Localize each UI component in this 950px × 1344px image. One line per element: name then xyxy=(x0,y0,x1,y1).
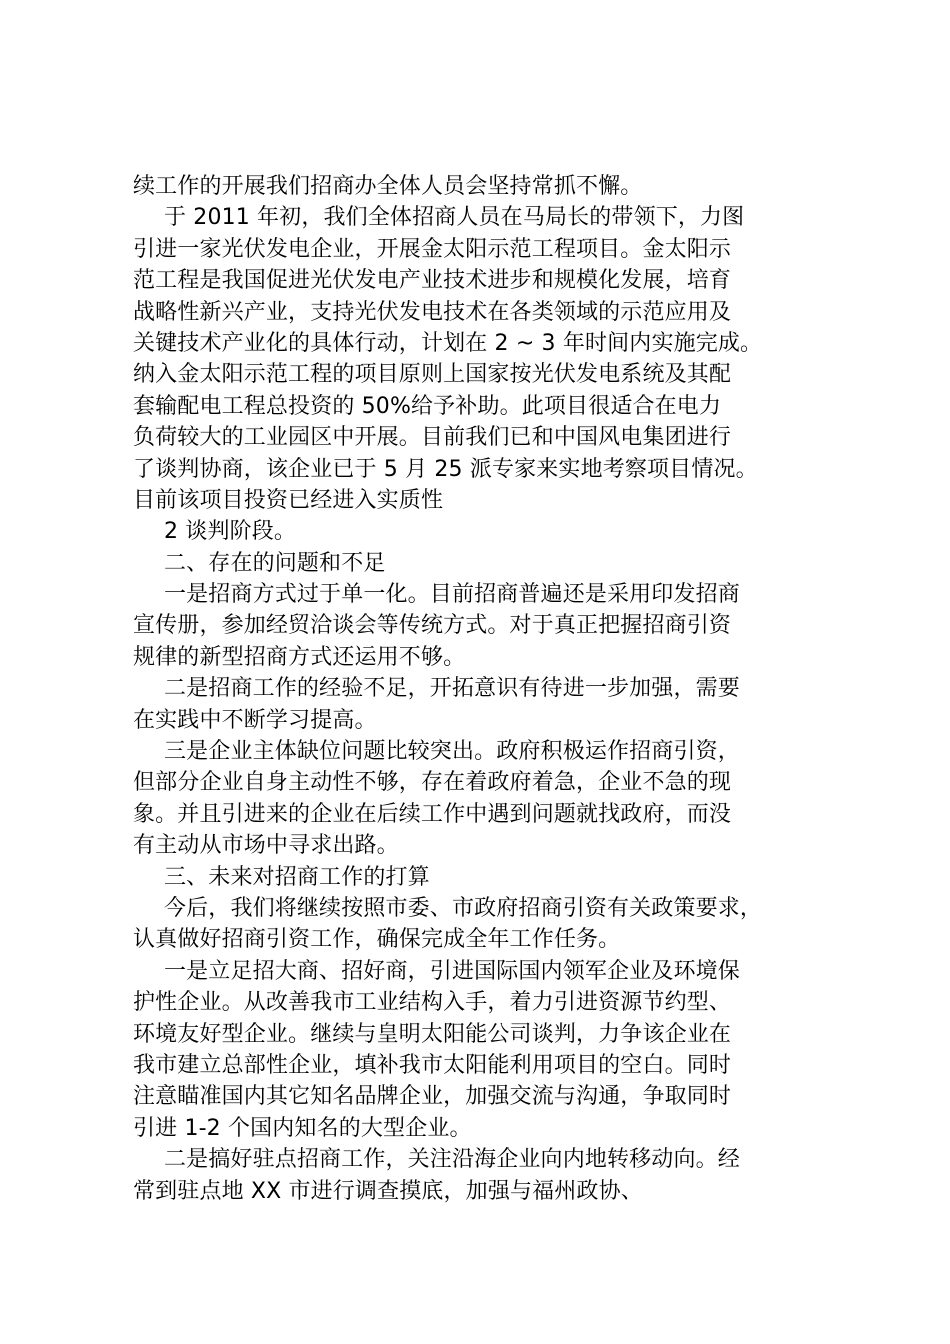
text-line: 2 谈判阶段。 xyxy=(164,519,297,545)
text-line: 认真做好招商引资工作，确保完成全年工作任务。 xyxy=(133,927,621,953)
text-line: 引进 1-2 个国内知名的大型企业。 xyxy=(133,1115,472,1141)
text-line: 了谈判协商，该企业已于 5 月 25 派专家来实地考察项目情况。 xyxy=(133,456,758,482)
text-line: 一是招商方式过于单一化。目前招商普遍还是采用印发招商 xyxy=(164,582,740,608)
text-line: 宣传册，参加经贸洽谈会等传统方式。对于真正把握招商引资 xyxy=(133,613,732,639)
text-line: 但部分企业自身主动性不够，存在着政府着急，企业不急的现 xyxy=(133,770,732,796)
text-line: 二、存在的问题和不足 xyxy=(164,550,386,576)
text-line: 规律的新型招商方式还运用不够。 xyxy=(133,644,466,670)
text-line: 二是搞好驻点招商工作，关注沿海企业向内地转移动向。经 xyxy=(164,1147,740,1173)
text-line: 范工程是我国促进光伏发电产业技术进步和规模化发展，培育 xyxy=(133,268,732,294)
text-line: 负荷较大的工业园区中开展。目前我们已和中国风电集团进行 xyxy=(133,425,732,451)
text-line: 三是企业主体缺位问题比较突出。政府积极运作招商引资， xyxy=(164,739,740,765)
text-line: 一是立足招大商、招好商，引进国际国内领军企业及环境保 xyxy=(164,958,740,984)
text-line: 常到驻点地 XX 市进行调查摸底，加强与福州政协、 xyxy=(133,1178,643,1204)
text-line: 护性企业。从改善我市工业结构入手，着力引进资源节约型、 xyxy=(133,990,732,1016)
text-line: 目前该项目投资已经进入实质性 xyxy=(133,487,444,513)
text-line: 注意瞄准国内其它知名品牌企业，加强交流与沟通，争取同时 xyxy=(133,1084,732,1110)
text-line: 在实践中不断学习提高。 xyxy=(133,707,377,733)
text-line: 今后，我们将继续按照市委、市政府招商引资有关政策要求， xyxy=(164,895,763,921)
text-line: 三、未来对招商工作的打算 xyxy=(164,864,430,890)
text-line: 续工作的开展我们招商办全体人员会坚持常抓不懈。 xyxy=(133,174,643,199)
text-line: 引进一家光伏发电企业，开展金太阳示范工程项目。金太阳示 xyxy=(133,236,732,262)
text-line: 纳入金太阳示范工程的项目原则上国家按光伏发电系统及其配 xyxy=(133,362,732,388)
text-line: 战略性新兴产业，支持光伏发电技术在各类领域的示范应用及 xyxy=(133,299,732,325)
text-line: 象。并且引进来的企业在后续工作中遇到问题就找政府，而没 xyxy=(133,801,732,827)
text-line: 于 2011 年初，我们全体招商人员在马局长的带领下，力图 xyxy=(164,205,745,231)
text-line: 我市建立总部性企业，填补我市太阳能利用项目的空白。同时 xyxy=(133,1052,732,1078)
document-body xyxy=(133,171,853,1207)
text-line: 关键技术产业化的具体行动，计划在 2 ~ 3 年时间内实施完成。 xyxy=(133,330,763,356)
text-line: 二是招商工作的经验不足，开拓意识有待进一步加强，需要 xyxy=(164,676,740,702)
text-line: 有主动从市场中寻求出路。 xyxy=(133,833,399,859)
text-line: 环境友好型企业。继续与皇明太阳能公司谈判，力争该企业在 xyxy=(133,1021,732,1047)
text-line: 套输配电工程总投资的 50%给予补助。此项目很适合在电力 xyxy=(133,393,722,419)
